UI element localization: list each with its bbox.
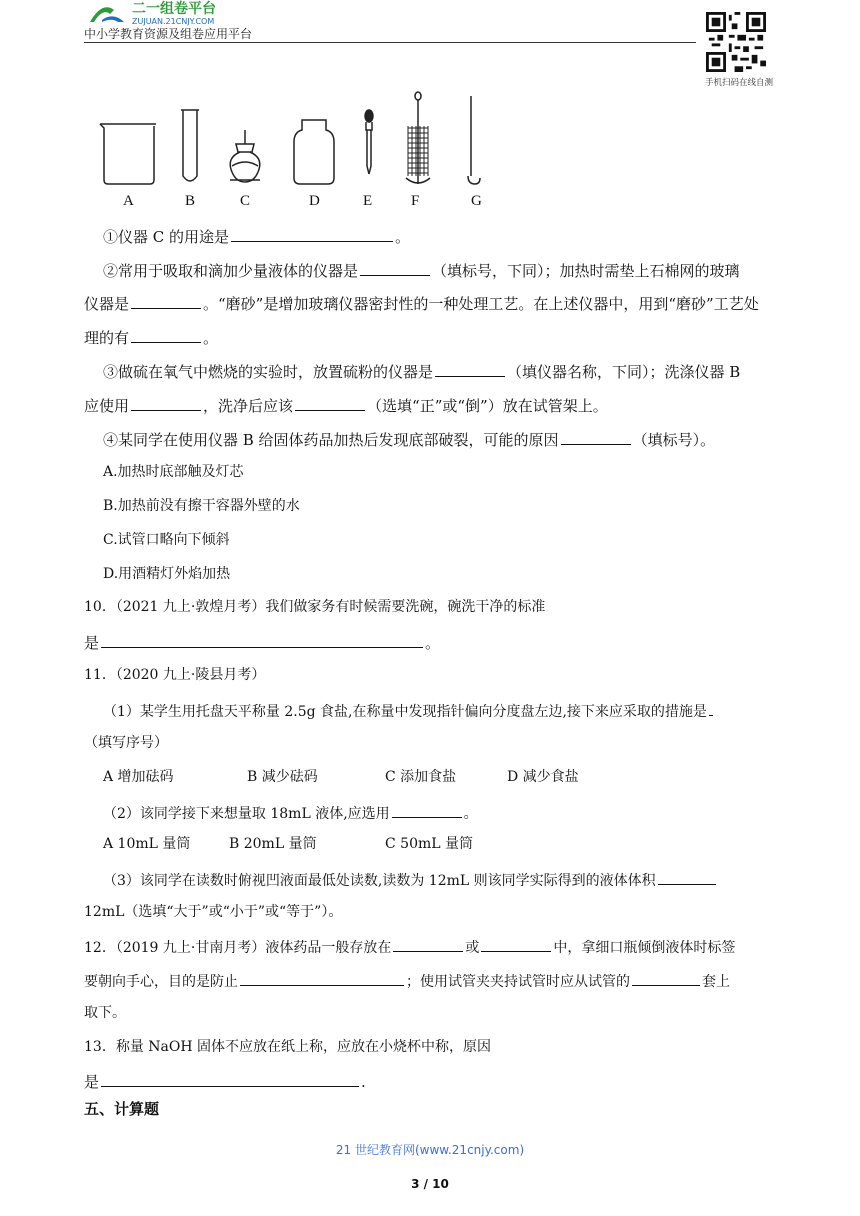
q9-part3-line1: ③做硫在氧气中燃烧的实验时，放置硫粉的仪器是 （填仪器名称，下同）；洗涤仪器 B	[103, 360, 740, 382]
test-tube-icon	[181, 110, 199, 181]
footer-site-link[interactable]: 21 世纪教育网(www.21cnjy.com)	[335, 1143, 525, 1157]
label-d: D	[309, 193, 320, 208]
qr-caption: 手机扫码在线自测	[704, 78, 773, 88]
q10-line1: 10．（2021 九上·敦煌月考）我们做家务有时候需要洗碗，碗洗干净的标准	[84, 599, 546, 615]
beaker-icon	[100, 124, 156, 184]
answer-blank[interactable]	[131, 326, 201, 343]
q9-option-d: D.用酒精灯外焰加热	[103, 566, 231, 582]
q9-part2-line3: 理的有 。	[84, 326, 218, 348]
answer-blank[interactable]	[131, 394, 201, 411]
label-b: B	[185, 193, 196, 208]
q10-line2: 是 。	[84, 631, 440, 653]
q9-option-b: B.加热前没有擦干容器外壁的水	[103, 498, 300, 514]
label-f: F	[411, 193, 420, 208]
q12-line2: 要朝向手心，目的是防止 ；使用试管夹夹持试管时应从试管的 套上	[84, 969, 730, 992]
answer-blank[interactable]	[231, 225, 393, 242]
qr-code-icon	[706, 12, 766, 72]
label-c: C	[240, 193, 251, 208]
q13-line1: 13．称量 NaOH 固体不应放在纸上称，应放在小烧杯中称，原因	[84, 1039, 491, 1055]
q11-sub3-note: 12mL（选填“大于”或“小于”或“等于”）。	[84, 904, 343, 920]
q11-sub3: （3）该同学在读数时俯视凹液面最低处读数,读数为 12mL 则该同学实际得到的液体体积	[103, 868, 718, 891]
q12-line1: 12．（2019 九上·甘南月考）液体药品一般存放在 或 中，拿细口瓶倾倒液体时标签	[84, 935, 735, 958]
q11-sub1: （1）某学生用托盘天平称量 2.5g 食盐,在称量中发现指针偏向分度盘左边,接下来应采取的措施是	[103, 699, 715, 722]
answer-blank[interactable]	[709, 699, 713, 716]
logo-url: ZUJUAN.21CNJY.COM	[132, 17, 215, 26]
q9-part3-line2: 应使用 ，洗净后应该 （选填“正”或“倒”）放在试管架上。	[84, 394, 608, 416]
combustion-spoon-icon	[468, 96, 480, 184]
q9-part4: ④某同学在使用仪器 B 给固体药品加热后发现底部破裂，可能的原因 （填标号）。	[103, 428, 715, 450]
q11-sub2: （2）该同学接下来想量取 18mL 液体,应选用 。	[103, 801, 478, 824]
answer-blank[interactable]	[632, 969, 700, 986]
answer-blank[interactable]	[561, 428, 631, 445]
q11-sub1-options: A 增加砝码 B 减少砝码 C 添加食盐 D 减少食盐	[103, 769, 579, 785]
answer-blank[interactable]	[295, 394, 365, 411]
q9-part1: ①仪器 C 的用途是 。	[103, 225, 410, 247]
header-subtitle: 中小学教育资源及组卷应用平台	[84, 27, 253, 41]
q9-option-c: C.试管口略向下倾斜	[103, 532, 230, 548]
answer-blank[interactable]	[481, 935, 551, 952]
answer-blank[interactable]	[101, 1070, 359, 1087]
section-heading: 五、计算题	[84, 1100, 160, 1118]
label-e: E	[363, 193, 373, 208]
q13-line2: 是 .	[84, 1070, 366, 1092]
q9-part2-line1: ②常用于吸取和滴加少量液体的仪器是 （填标号，下同）；加热时需垫上石棉网的玻璃	[103, 259, 740, 281]
page-number: 3 / 10	[411, 1177, 449, 1191]
q12-line3: 取下。	[84, 1005, 126, 1021]
q9-option-a: A.加热时底部触及灯芯	[103, 464, 244, 480]
label-a: A	[123, 193, 134, 208]
answer-blank[interactable]	[392, 801, 462, 818]
q9-part2-line2: 仪器是 。“磨砂”是增加玻璃仪器密封性的一种处理工艺。在上述仪器中，用到“磨砂”工艺处	[84, 292, 759, 314]
answer-blank[interactable]	[131, 292, 201, 309]
reagent-bottle-icon	[294, 120, 334, 184]
site-logo	[84, 0, 274, 26]
q11-sub2-options: A 10mL 量筒 B 20mL 量筒 C 50mL 量筒	[103, 836, 473, 852]
test-tube-brush-icon	[406, 92, 430, 184]
answer-blank[interactable]	[393, 935, 463, 952]
q11-title: 11．（2020 九上·陵县月考）	[84, 667, 266, 683]
alcohol-lamp-icon	[230, 130, 260, 182]
answer-blank[interactable]	[240, 969, 404, 986]
dropper-icon	[365, 110, 373, 174]
label-g: G	[471, 193, 482, 208]
answer-blank[interactable]	[658, 868, 716, 885]
header-divider	[84, 42, 696, 43]
answer-blank[interactable]	[360, 259, 430, 276]
answer-blank[interactable]	[435, 360, 505, 377]
q11-sub1-note: （填写序号）	[84, 735, 168, 751]
logo-title: 二一组卷平台	[132, 1, 216, 17]
answer-blank[interactable]	[101, 631, 423, 648]
apparatus-figure	[90, 88, 510, 208]
